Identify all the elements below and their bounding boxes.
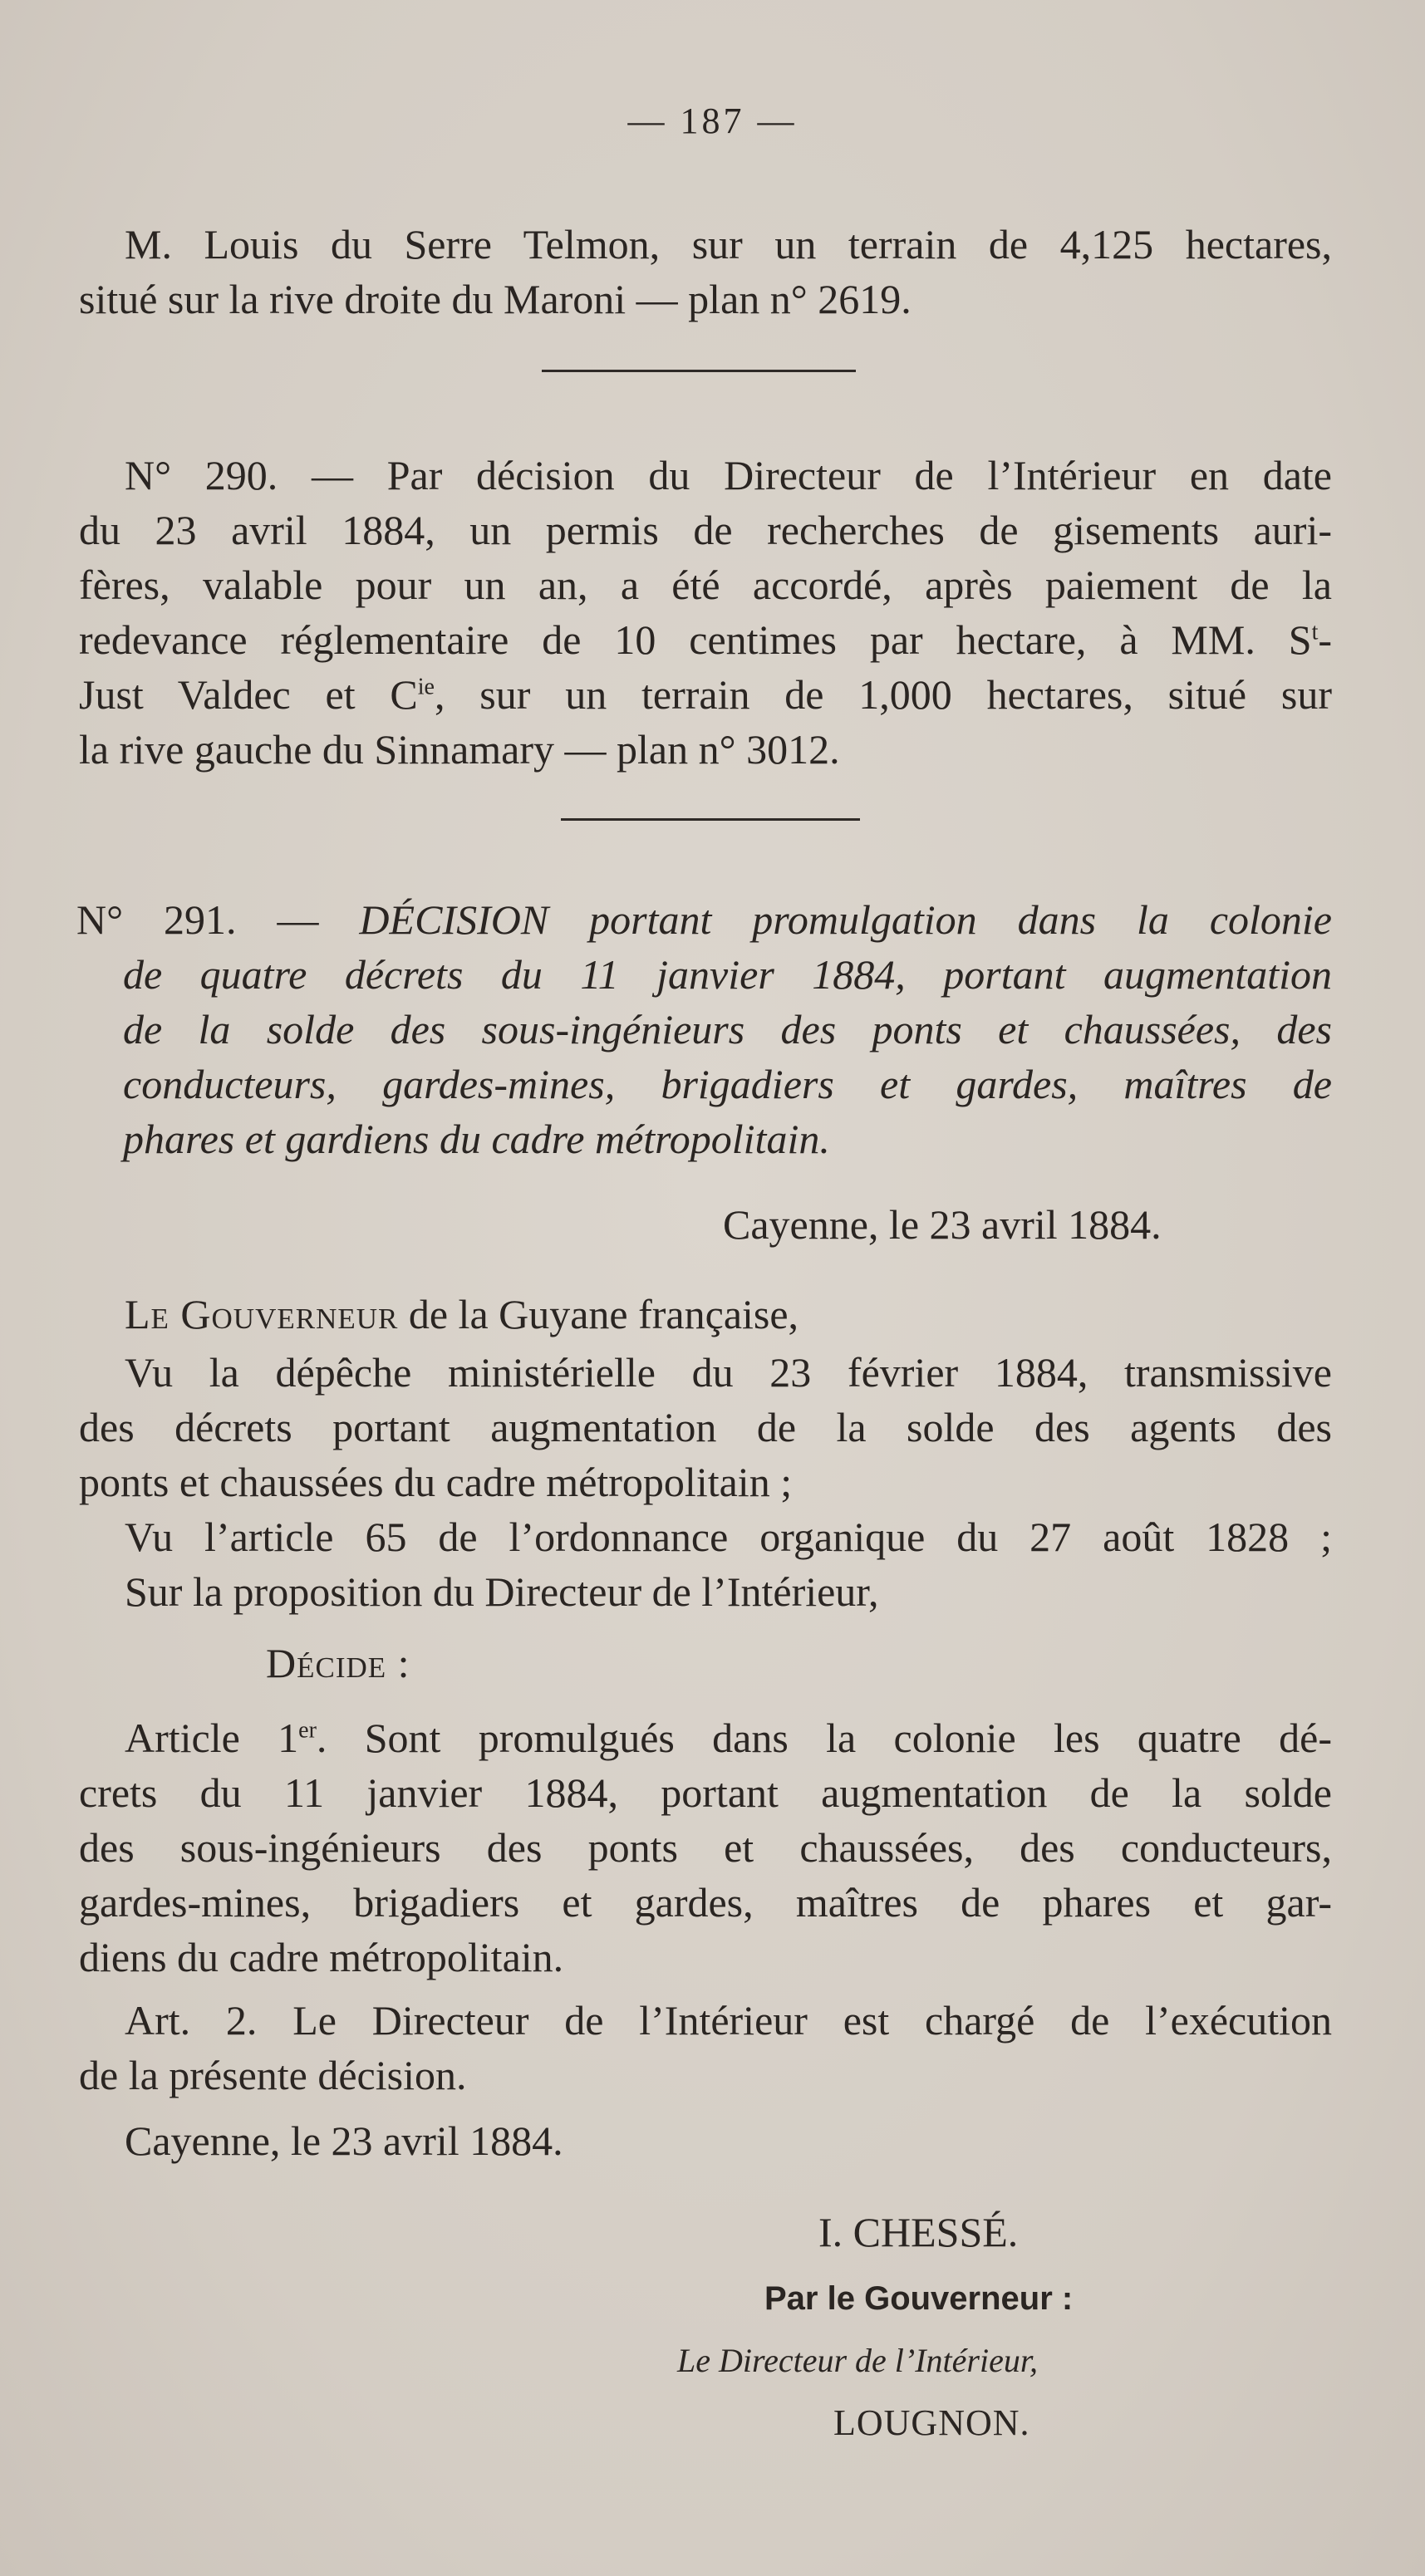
closing-dateline: Cayenne, le 23 avril 1884. [125, 2117, 563, 2164]
page-number: — 187 — [627, 101, 798, 141]
article-2-line-1: Art. 2. Le Directeur de l’Intérieur est chargé de l’exécution [125, 1997, 1332, 2044]
entry-290-line-5 [0, 668, 1425, 721]
entry-290-line-4-sup: t [1311, 619, 1319, 645]
article-1-line-4: gardes-mines, brigadiers et gardes, maîtres de phares et gar- [79, 1879, 1332, 1926]
entry-290-line-5-text: Just Valdec et C [79, 671, 418, 718]
governor-line [125, 1288, 1329, 1341]
separator-rule-1 [542, 370, 856, 372]
par-le-gouverneur: Par le Gouverneur : [764, 2280, 1074, 2317]
entry-290-line-5-end: , sur un terrain de 1,000 hectares, situé sur [435, 671, 1332, 718]
article-1-line-3: des sous-ingénieurs des ponts et chaussées, des conducteurs, [79, 1824, 1332, 1871]
decide-heading: Décide : [266, 1640, 410, 1686]
dateline: Cayenne, le 23 avril 1884. [723, 1201, 1162, 1248]
entry-290-line-6: la rive gauche du Sinnamary — plan n° 3012. [79, 726, 840, 773]
entry-290-line-4 [0, 613, 1425, 666]
entry-291-title-line-4: conducteurs, gardes-mines, brigadiers et gardes, maîtres de [123, 1061, 1332, 1107]
separator-rule-2 [561, 818, 860, 821]
signature: I. CHESSÉ. [818, 2209, 1019, 2255]
entry-291-number: N° 291. — [76, 896, 360, 943]
entry-290-line-5-sup: ie [417, 674, 435, 700]
entry-291-title-line-1 [0, 893, 1425, 946]
article-1-line-1 [0, 1711, 1425, 1764]
governor-rest: de la Guyane française, [398, 1291, 799, 1337]
entry-290-line-2: du 23 avril 1884, un permis de recherches de gisements auri- [79, 507, 1332, 553]
entry-289-line-1: M. Louis du Serre Telmon, sur un terrain de 4,125 hectares, [125, 221, 1332, 267]
entry-290-line-3: fères, valable pour un an, a été accordé, après paiement de la [79, 562, 1332, 608]
vu-line-2: des décrets portant augmentation de la solde des agents des [79, 1404, 1332, 1450]
entry-291-title-line-2: de quatre décrets du 11 janvier 1884, portant augmentation [123, 951, 1332, 998]
article-1-line-5: diens du cadre métropolitain. [79, 1934, 564, 1980]
entry-291-title-line-3: de la solde des sous-ingénieurs des ponts et chaussées, des [123, 1006, 1332, 1052]
vu-line-4: Vu l’article 65 de l’ordonnance organique du 27 août 1828 ; [125, 1514, 1332, 1560]
article-1-line-2: crets du 11 janvier 1884, portant augmentation de la solde [79, 1769, 1332, 1816]
vu-line-3: ponts et chaussées du cadre métropolitain ; [79, 1459, 793, 1505]
article-1-label: Article 1 [125, 1715, 299, 1761]
proposition-line: Sur la proposition du Directeur de l’Intérieur, [125, 1568, 879, 1615]
entry-290-line-4-text: redevance réglementaire de 10 centimes par hectare, à MM. S [79, 616, 1312, 663]
article-2-line-2: de la présente décision. [79, 2052, 467, 2098]
entry-291-title-line-5: phares et gardiens du cadre métropolitain. [123, 1116, 830, 1162]
vu-line-1: Vu la dépêche ministérielle du 23 février 1884, transmissive [125, 1349, 1332, 1396]
article-1-text: . Sont promulgués dans la colonie les quatre dé- [316, 1715, 1333, 1761]
directeur-name: LOUGNON. [833, 2402, 1030, 2443]
governor-title: Le Gouverneur [125, 1291, 399, 1337]
entry-290-line-1: N° 290. — Par décision du Directeur de l’Intérieur en date [125, 452, 1332, 498]
entry-290-line-4-end: - [1318, 616, 1332, 663]
entry-291-title-1: DÉCISION portant promulgation dans la colonie [359, 896, 1333, 943]
article-1-sup: er [298, 1717, 317, 1744]
entry-289-line-2: situé sur la rive droite du Maroni — plan n° 2619. [79, 276, 912, 322]
directeur-title: Le Directeur de l’Intérieur, [677, 2342, 1038, 2379]
